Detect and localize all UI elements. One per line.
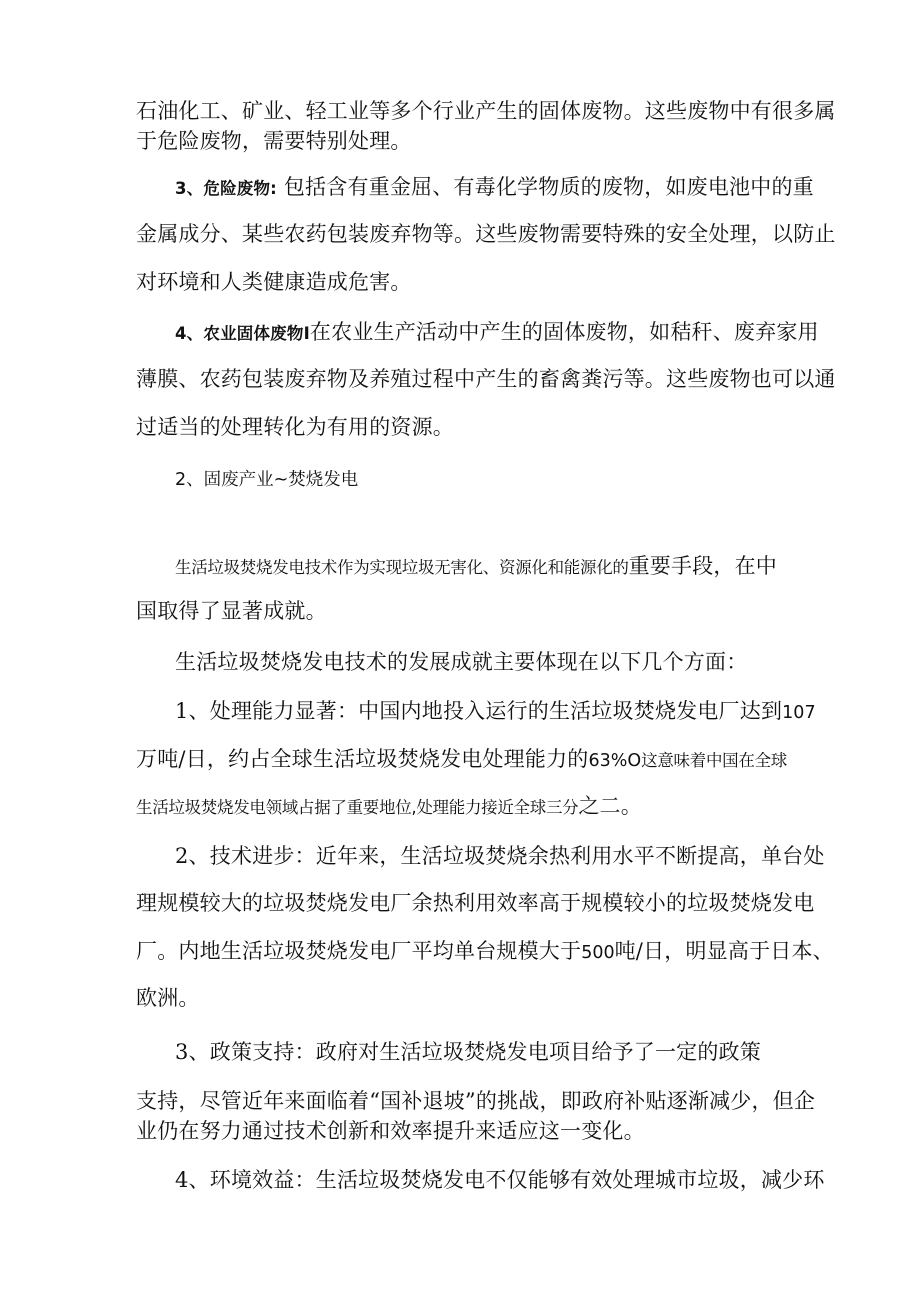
point1-line2-sans: 国在全球 [722,751,787,770]
point2-line-2: 理规模较大的垃圾焚烧发电厂余热利用效率高于规模较小的垃圾焚烧发电 [136,891,815,915]
item4-line-2: 薄膜、农药包装废弃物及养殖过程中产生的畜禽粪污等。这些废物也可以通 [136,367,836,391]
point3-line-2: 支持，尽管近年来面临着“国补退坡”的挑战，即政府补贴逐渐减少，但企 [136,1089,816,1113]
point2-line-3 [136,937,834,967]
point1-line-2 [136,745,787,775]
incineration-line1-sans: 生活垃圾焚烧发电技术作为实现垃圾无害化、资源化和能源化的 [175,558,629,577]
point2-line3-number: 500 [581,943,615,963]
point3-line-3: 业仍在努力通过技术创新和效率提升来适应这一变化。 [136,1119,645,1143]
incineration-line-2: 国取得了显著成就。 [136,599,327,623]
point1-line3-sans: 生活垃圾焚烧发电领域占据了重要地位,处理能力接近全球三分 [136,798,579,817]
incineration-line1-text: 重要手段，在中 [628,554,778,578]
point2-line3-text-b: 吨/日，明显高于日本、 [614,939,834,963]
item4-line1-text: 在农业生产活动中产生的固体废物，如秸秆、废弃家用 [309,320,819,344]
point1-line-1 [175,697,816,727]
point1-line2-number: 63%O [588,751,642,771]
point1-line1-number: 107 [782,703,816,723]
item3-line-1 [175,173,814,203]
point3-line-1: 3、政策支持：政府对生活垃圾焚烧发电项目给予了一定的政策 [175,1040,761,1064]
item3-line-2: 金属成分、某些农药包装废弃物等。这些废物需要特殊的安全处理，以防止 [136,222,836,246]
item3-label: 3、危险废物: [175,179,277,198]
point1-line2-text-b: 这意味着中 [641,751,723,770]
item3-line1-text: 包括含有重金屈、有毒化学物质的废物，如废电池中的重 [276,175,814,199]
item4-line-3: 过适当的处理转化为有用的资源。 [136,415,454,439]
item4-line-1 [175,318,819,348]
point1-line2-text: 万吨/日，约占全球生活垃圾焚烧发电处理能力的 [136,747,589,771]
point1-line-3 [136,792,642,822]
intro-line-1: 石油化工、矿业、轻工业等多个行业产生的固体废物。这些废物中有很多属 [136,99,836,123]
section-heading: 2、固废产业~焚烧发电 [175,470,359,490]
point1-line3-text: 之二。 [578,794,642,818]
point2-line-4: 欧洲。 [136,986,200,1010]
item3-line-3: 对环境和人类健康造成危害。 [136,270,412,294]
point2-line3-text: 厂。内地生活垃圾焚烧发电厂平均单台规模大于 [136,939,582,963]
point4-line-1: 4、环境效益：生活垃圾焚烧发电不仅能够有效处理城市垃圾，减少环 [175,1168,825,1192]
item4-label: 4、农业固体废物I [175,324,310,343]
point2-line-1: 2、技术进步：近年来，生活垃圾焚烧余热利用水平不断提高，单台处 [175,844,825,868]
incineration-line-1 [175,552,777,582]
point1-line1-text: 1、处理能力显著：中国内地投入运行的生活垃圾焚烧发电厂达到 [175,699,783,723]
intro-line-2: 于危险废物，需要特别处理。 [136,129,412,153]
summary-line: 生活垃圾焚烧发电技术的发展成就主要体现在以下几个方面： [175,650,748,674]
